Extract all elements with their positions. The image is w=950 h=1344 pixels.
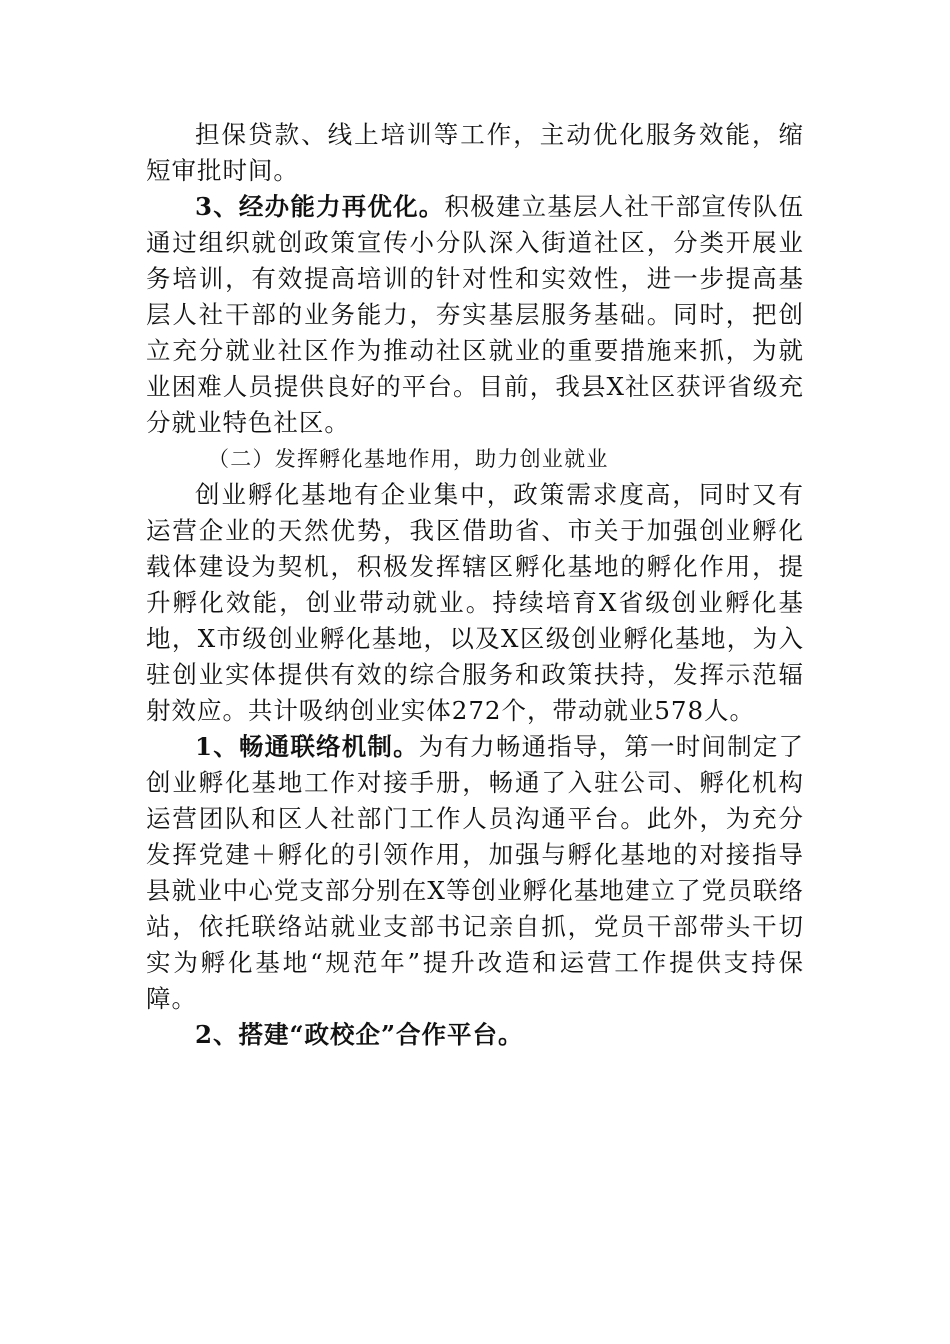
paragraph-lead-heading: 2、搭建“政校企”合作平台。 <box>195 1020 524 1049</box>
document-page <box>146 117 804 1053</box>
paragraph-continuation <box>146 117 804 189</box>
paragraph-text: 为有力畅通指导，第一时间制定了创业孵化基地工作对接手册，畅通了入驻公司、孵化机构运营团队和区人社部门工作人员沟通平台。此外，为充分发挥党建＋孵化的引领作用，加强与孵化基地的对接指导县就业中心党支部分别在X等创业孵化基地建立了党员联络站，依托联络站就业支部书记亲自抓，党员干部带头干切实为孵化基地“规范年”提升改造和运营工作提供支持保障。 <box>146 732 804 1013</box>
paragraph-text: 积极建立基层人社干部宣传队伍通过组织就创政策宣传小分队深入街道社区，分类开展业务培训，有效提高培训的针对性和实效性，进一步提高基层人社干部的业务能力，夯实基层服务基础。同时，把创立充分就业社区作为推动社区就业的重要措施来抓，为就业困难人员提供良好的平台。目前，我县X社区获评省级充分就业特色社区。 <box>146 192 805 437</box>
paragraph-capability-optimization <box>146 189 804 441</box>
paragraph-lead-heading: 3、经办能力再优化。 <box>195 192 445 221</box>
section-heading: （二）发挥孵化基地作用，助力创业就业 <box>208 447 609 471</box>
paragraph-liaison-mechanism <box>146 729 804 1017</box>
paragraph-text: 创业孵化基地有企业集中，政策需求度高，同时又有运营企业的天然优势，我区借助省、市关于加强创业孵化载体建设为契机，积极发挥辖区孵化基地的孵化作用，提升孵化效能，创业带动就业。持续培育X省级创业孵化基地，X市级创业孵化基地，以及X区级创业孵化基地，为入驻创业实体提供有效的综合服务和政策扶持，发挥示范辐射效应。共计吸纳创业实体272个，带动就业578人。 <box>146 480 804 725</box>
paragraph-incubation-base <box>146 477 804 729</box>
paragraph-lead-heading: 1、畅通联络机制。 <box>195 732 419 761</box>
paragraph-cooperation-platform <box>146 1017 804 1053</box>
paragraph-text: 担保贷款、线上培训等工作，主动优化服务效能，缩短审批时间。 <box>146 120 804 185</box>
